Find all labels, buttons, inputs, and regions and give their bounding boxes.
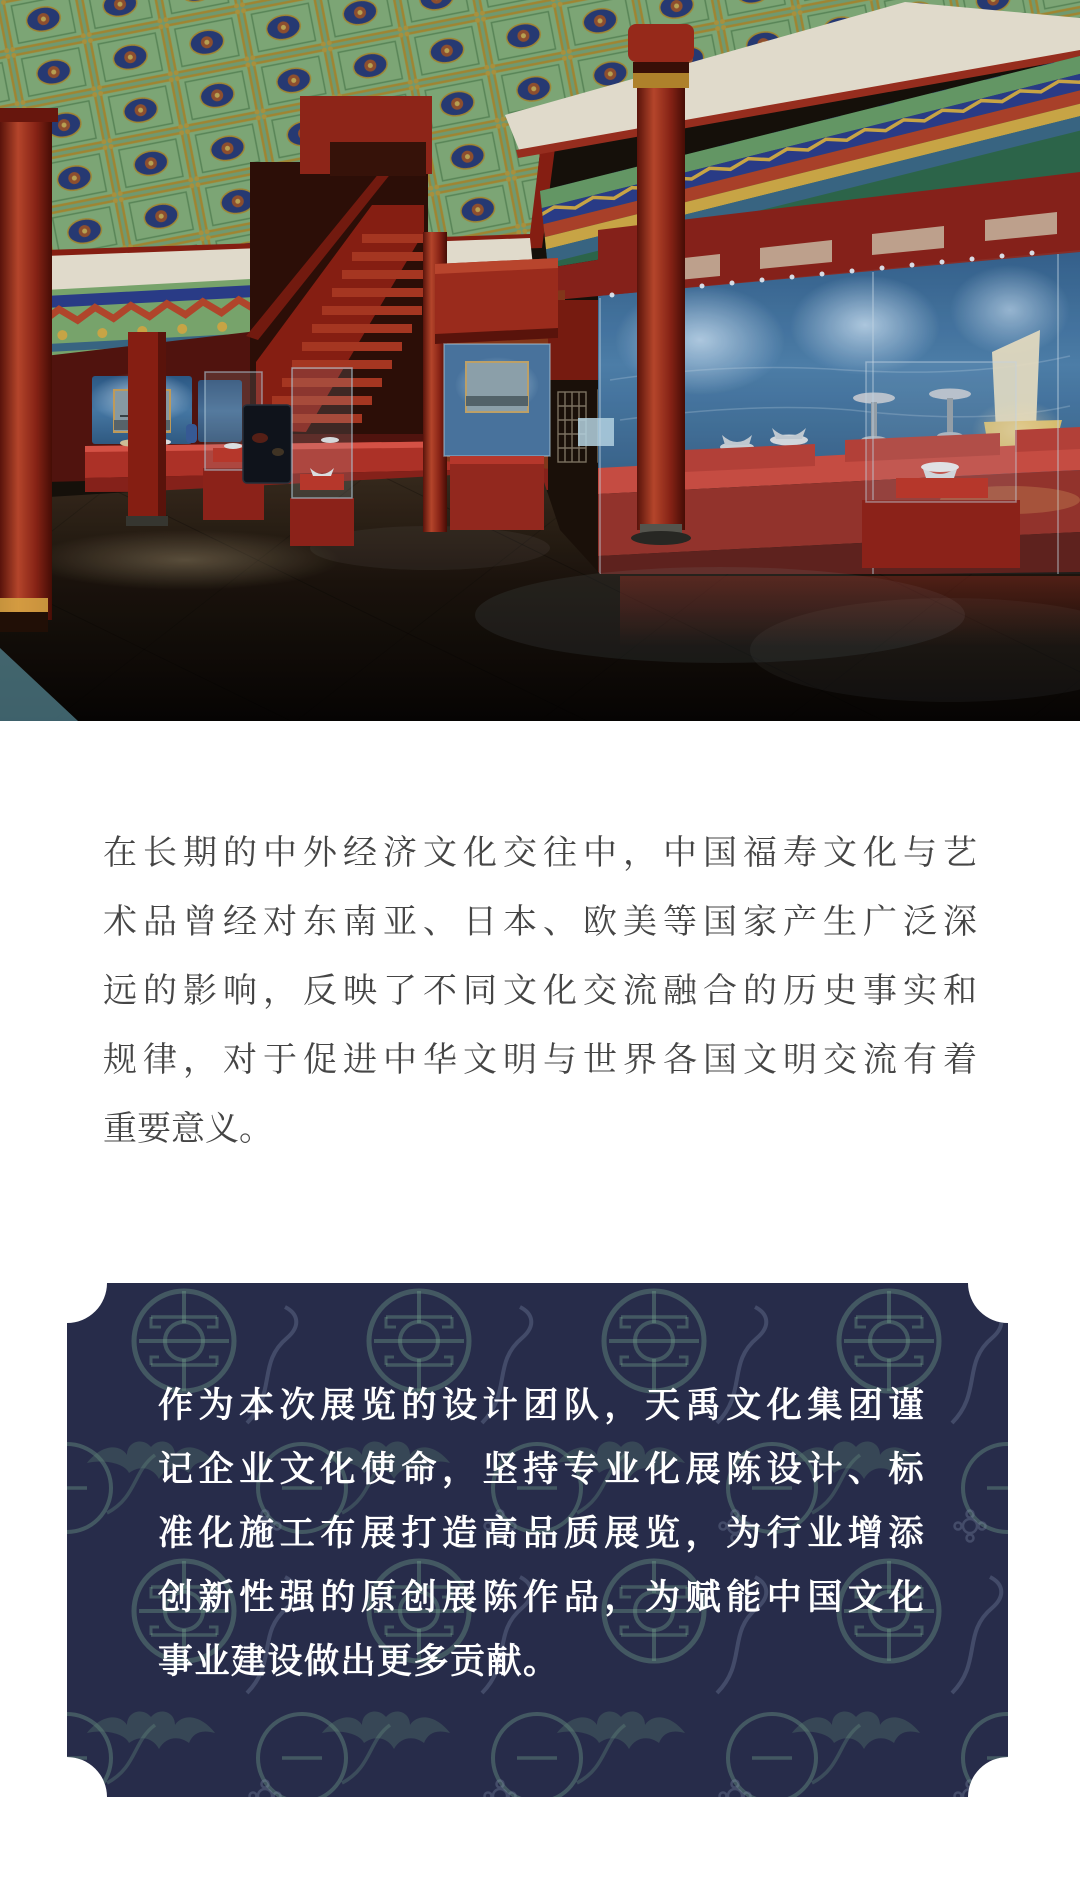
exhibition-hall-photo <box>0 0 1080 721</box>
paragraph-line: 在长期的中外经济文化交往中，中国福寿文化与艺 <box>103 834 977 872</box>
mission-text <box>158 1374 925 1694</box>
intro-paragraph <box>103 819 977 1164</box>
paragraph-line: 规律，对于促进中华文明与世界各国文明交流有着 <box>103 1041 977 1079</box>
mission-line: 事业建设做出更多贡献。 <box>158 1642 560 1681</box>
paragraph-line: 术品曾经对东南亚、日本、欧美等国家产生广泛深 <box>103 903 977 941</box>
mission-line: 准化施工布展打造高品质展览，为行业增添 <box>158 1514 925 1553</box>
exhibition-hall-scene <box>0 0 1080 721</box>
vignette <box>0 0 1080 721</box>
mission-line: 记企业文化使命，坚持专业化展陈设计、标 <box>158 1450 925 1489</box>
mission-line: 作为本次展览的设计团队，天禹文化集团谨 <box>158 1386 925 1425</box>
paragraph-line: 重要意义。 <box>103 1110 273 1148</box>
mission-line: 创新性强的原创展陈作品，为赋能中国文化 <box>158 1578 925 1617</box>
paragraph-line: 远的影响，反映了不同文化交流融合的历史事实和 <box>103 972 977 1010</box>
mission-statement-card <box>67 1283 1008 1797</box>
